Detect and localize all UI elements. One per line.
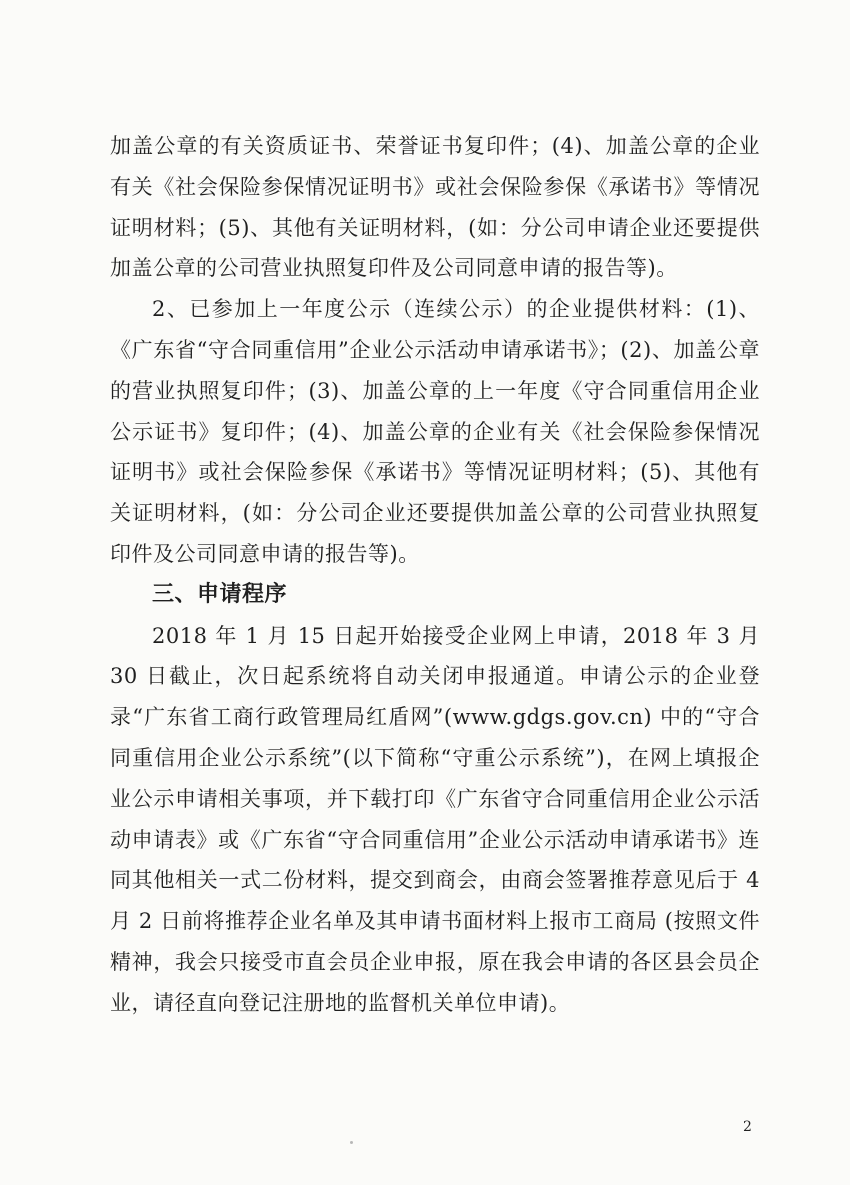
section-heading-application-procedure: 三、申请程序 xyxy=(152,581,288,607)
paragraph-application-procedure: 2018 年 1 月 15 日起开始接受企业网上申请，2018 年 3 月 30 日截止，次日起系统将自动关闭申报通道。申请公示的企业登录“广东省工商行政管理局红盾网”(www.gdgs.gov.cn) 中的“守合同重信用企业公示系统”(以下简称“守重公示系统”)，在网上填报企业公示申请相关事项，并下载打印《广东省守合同重信用企业公示活动申请表》或《广东省“守合同重信用”企业公示活动申请承诺书》连同其他相关一式二份材料，提交到商会，由商会签署推荐意见后于 4 月 2 日前将推荐企业名单及其申请书面材料上报市工商局 (按照文件精神，我会只接受市直会员企业申报，原在我会申请的各区县会员企业，请径直向登记注册地的监督机关单位申请)。 xyxy=(110,623,760,1015)
page-number: 2 xyxy=(743,1119,752,1135)
paragraph-item-2: 2、已参加上一年度公示（连续公示）的企业提供材料：(1)、《广东省“守合同重信用”企业公示活动申请承诺书》；(2)、加盖公章的营业执照复印件；(3)、加盖公章的上一年度《守合同重信用企业公示证书》复印件；(4)、加盖公章的企业有关《社会保险参保情况证明书》或社会保险参保《承诺书》等情况证明材料；(5)、其他有关证明材料，(如：分公司企业还要提供加盖公章的公司营业执照复印件及公司同意申请的报告等)。 xyxy=(110,297,760,566)
document-body xyxy=(110,126,760,1024)
scan-speck xyxy=(350,1141,353,1144)
paragraph-continuation: 加盖公章的有关资质证书、荣誉证书复印件；(4)、加盖公章的企业有关《社会保险参保情况证明书》或社会保险参保《承诺书》等情况证明材料；(5)、其他有关证明材料，(如：分公司申请企业还要提供加盖公章的公司营业执照复印件及公司同意申请的报告等)。 xyxy=(110,134,760,281)
